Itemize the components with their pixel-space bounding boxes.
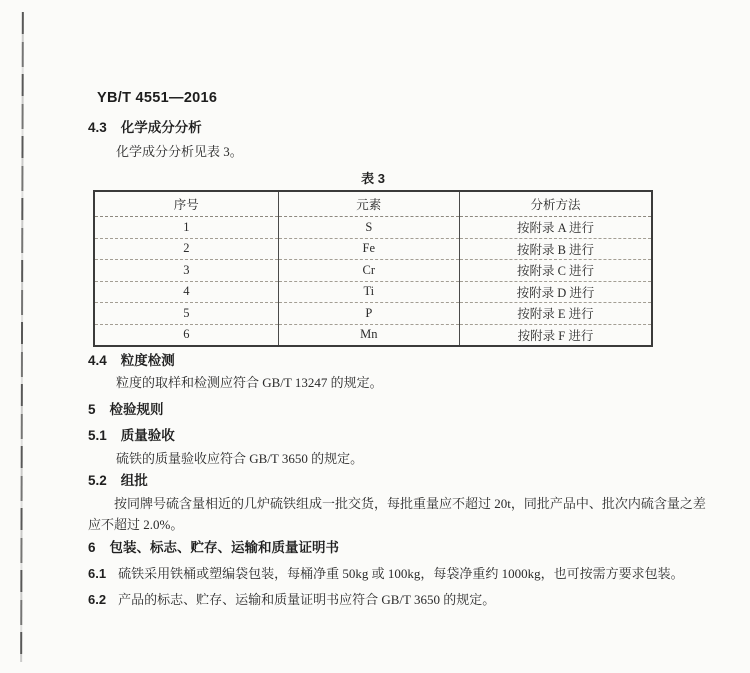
section-5-2-body: 按同牌号硫含量相近的几炉硫铁组成一批交货，每批重量应不超过 20t，同批产品中、批次内硫含量之差应不超过 2.0%。	[88, 496, 706, 532]
cell-no: 3	[94, 260, 278, 282]
section-heading-5-2	[88, 472, 713, 490]
cell-method: 按附录 A 进行	[459, 217, 652, 239]
section-number: 6	[88, 540, 96, 555]
cell-element: Mn	[278, 324, 459, 346]
cell-no: 5	[94, 303, 278, 325]
cell-element: Ti	[278, 281, 459, 303]
cell-element: Fe	[278, 238, 459, 260]
cell-element: P	[278, 303, 459, 325]
section-title: 检验规则	[109, 402, 164, 417]
cell-no: 4	[94, 281, 278, 303]
cell-method: 按附录 C 进行	[459, 260, 652, 282]
table-row	[94, 260, 652, 282]
cell-no: 6	[183, 327, 190, 342]
section-heading-4-3	[88, 119, 713, 137]
clause-6-2	[88, 591, 713, 609]
section-number: 4.3	[88, 120, 107, 135]
table-row	[94, 303, 652, 325]
table-row	[94, 281, 652, 303]
section-number: 5.1	[88, 428, 107, 443]
section-heading-5	[88, 401, 713, 419]
clause-text: 产品的标志、贮存、运输和质量证明书应符合 GB/T 3650 的规定。	[118, 592, 496, 607]
cell-method: 按附录 F 进行	[459, 324, 652, 346]
clause-text: 硫铁采用铁桶或塑编袋包装，每桶净重 50kg 或 100kg，每袋净重约 1000kg，也可按需方要求包装。	[118, 566, 684, 581]
section-title: 化学成分分析	[120, 120, 202, 135]
cell-element: Cr	[278, 260, 459, 282]
section-heading-6	[88, 539, 713, 557]
cell-no: 1	[94, 217, 278, 239]
col-header-no: 序号	[94, 191, 278, 217]
cell-method: 按附录 E 进行	[459, 303, 652, 325]
page-content	[88, 0, 713, 609]
section-title: 组批	[120, 473, 148, 488]
standard-number: YB/T 4551—2016	[97, 90, 218, 106]
section-heading-5-1	[88, 427, 713, 445]
cell-no: 2	[94, 238, 278, 260]
table-row	[94, 217, 652, 239]
table-row	[94, 238, 652, 260]
table-header-row	[94, 191, 652, 217]
cell-method: 按附录 B 进行	[459, 238, 652, 260]
cell-method: 按附录 D 进行	[459, 281, 652, 303]
table-row	[94, 324, 652, 346]
table-caption: 表 3	[361, 171, 385, 186]
section-4-3-body: 化学成分分析见表 3。	[116, 144, 243, 159]
section-title: 粒度检测	[120, 353, 175, 368]
clause-6-1	[88, 565, 713, 583]
col-header-element: 元素	[278, 191, 459, 217]
section-number: 5	[88, 402, 96, 417]
col-header-method: 分析方法	[459, 191, 652, 217]
section-title: 包装、标志、贮存、运输和质量证明书	[109, 540, 340, 555]
clause-number: 6.1	[88, 566, 107, 581]
clause-number: 6.2	[88, 592, 107, 607]
section-4-4-body: 粒度的取样和检测应符合 GB/T 13247 的规定。	[116, 375, 383, 390]
scan-artifact-line	[20, 12, 24, 662]
section-number: 5.2	[88, 473, 107, 488]
cell-element: S	[278, 217, 459, 239]
section-5-1-body: 硫铁的质量验收应符合 GB/T 3650 的规定。	[116, 451, 364, 466]
analysis-methods-table	[93, 190, 653, 347]
section-title: 质量验收	[120, 428, 175, 443]
section-heading-4-4	[88, 352, 713, 370]
section-number: 4.4	[88, 353, 107, 368]
